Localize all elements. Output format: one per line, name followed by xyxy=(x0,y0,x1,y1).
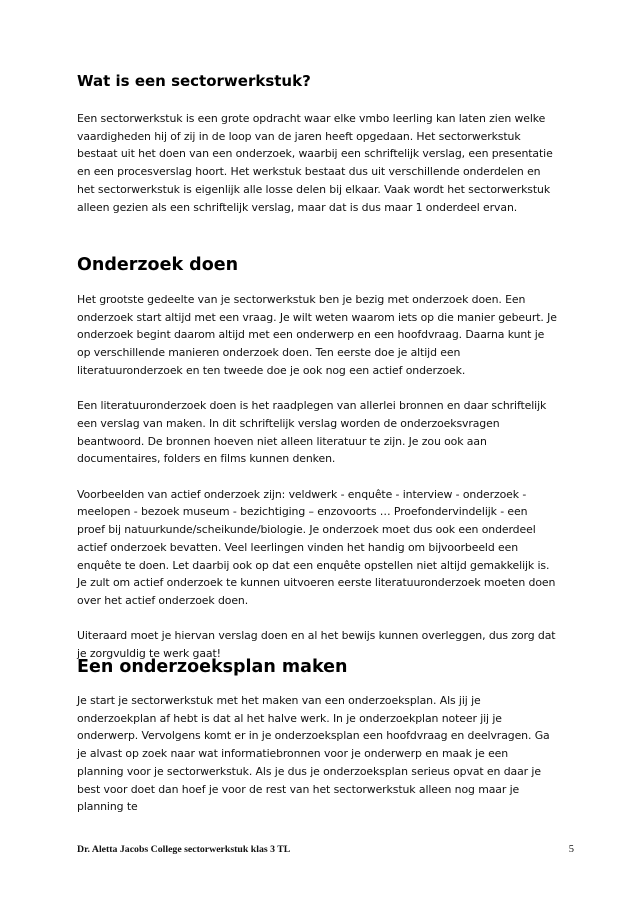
section-heading: Onderzoek doen xyxy=(77,255,239,275)
paragraph: Je start je sectorwerkstuk met het maken van een onderzoeksplan. Als jij je onderzoekplan af hebt is dat al het halve werk. In je onderzoekplan noteer jij je onderwerp. Vervolgens komt er in je onderzoeksplan een hoofdvraag en deelvragen. Ga je alvast op zoek naar wat informatiebronnen voor je onderwerp en maak je een planning voor je sectorwerkstuk. Als je dus je onderzoeksplan serieus opvat en daar je best voor doet dan hoef je voor de rest van het sectorwerkstuk alleen nog maar je planning te xyxy=(77,694,550,814)
section-heading: Wat is een sectorwerkstuk? xyxy=(77,72,311,90)
paragraph: Voorbeelden van actief onderzoek zijn: veldwerk - enquête - interview - onderzoek - meelopen - bezoek museum - bezichtiging – enzovoorts … Proefondervindelijk - een proef bij natuurkunde/scheikunde/biologie. Je onderzoek moet dus ook een onderdeel actief onderzoek bevatten. Veel leerlingen vinden het handig om bijvoorbeeld een enquête te doen. Let daarbij ook op dat een enquête opstellen niet altijd gemakkelijk is. Je zult om actief onderzoek te kunnen uitvoeren eerste literatuuronderzoek moeten doen over het actief onderzoek doen. xyxy=(77,487,556,607)
section-body xyxy=(77,692,557,816)
section-body xyxy=(77,110,557,216)
paragraph: Het grootste gedeelte van je sectorwerkstuk ben je bezig met onderzoek doen. Een onderzoek start altijd met een vraag. Je wilt weten waarom iets op die manier gebeurt. Je onderzoek begint daarom altijd met een onderwerp en een hoofdvraag. Daarna kunt je op verschillende manieren onderzoek doen. Ten eerste doe je altijd een literatuuronderzoek en ten tweede doe je ook nog een actief onderzoek. xyxy=(77,293,557,377)
page-number: 5 xyxy=(568,844,574,855)
section-heading: Een onderzoeksplan maken xyxy=(77,657,348,677)
section-onderzoek-doen xyxy=(77,253,557,663)
paragraph: Een literatuuronderzoek doen is het raadplegen van allerlei bronnen en daar schriftelijk een verslag van maken. In dit schriftelijk verslag worden de onderzoeksvragen beantwoord. De bronnen hoeven niet alleen literatuur te zijn. Je zou ook aan documentaires, folders en films kunnen denken. xyxy=(77,399,547,466)
paragraph: Uiteraard moet je hiervan verslag doen en al het bewijs kunnen overleggen, dus zorg dat je zorgvuldig te werk gaat! xyxy=(77,629,556,661)
paragraph: Een sectorwerkstuk is een grote opdracht waar elke vmbo leerling kan laten zien welke vaardigheden hij of zij in de loop van de jaren heeft opgedaan. Het sectorwerkstuk bestaat uit het doen van een onderzoek, waarbij een schriftelijk verslag, een presentatie en een procesverslag hoort. Het werkstuk bestaat dus uit verschillende onderdelen en het sectorwerkstuk is eigenlijk alle losse delen bij elkaar. Vaak wordt het sectorwerkstuk alleen gezien als een schriftelijk verslag, maar dat is dus maar 1 onderdeel ervan. xyxy=(77,112,553,214)
section-wat-is-een-sectorwerkstuk xyxy=(77,71,557,216)
footer-school-title: Dr. Aletta Jacobs College sectorwerkstuk klas 3 TL xyxy=(77,844,291,855)
section-body xyxy=(77,291,557,663)
section-een-onderzoeksplan-maken xyxy=(77,655,557,816)
